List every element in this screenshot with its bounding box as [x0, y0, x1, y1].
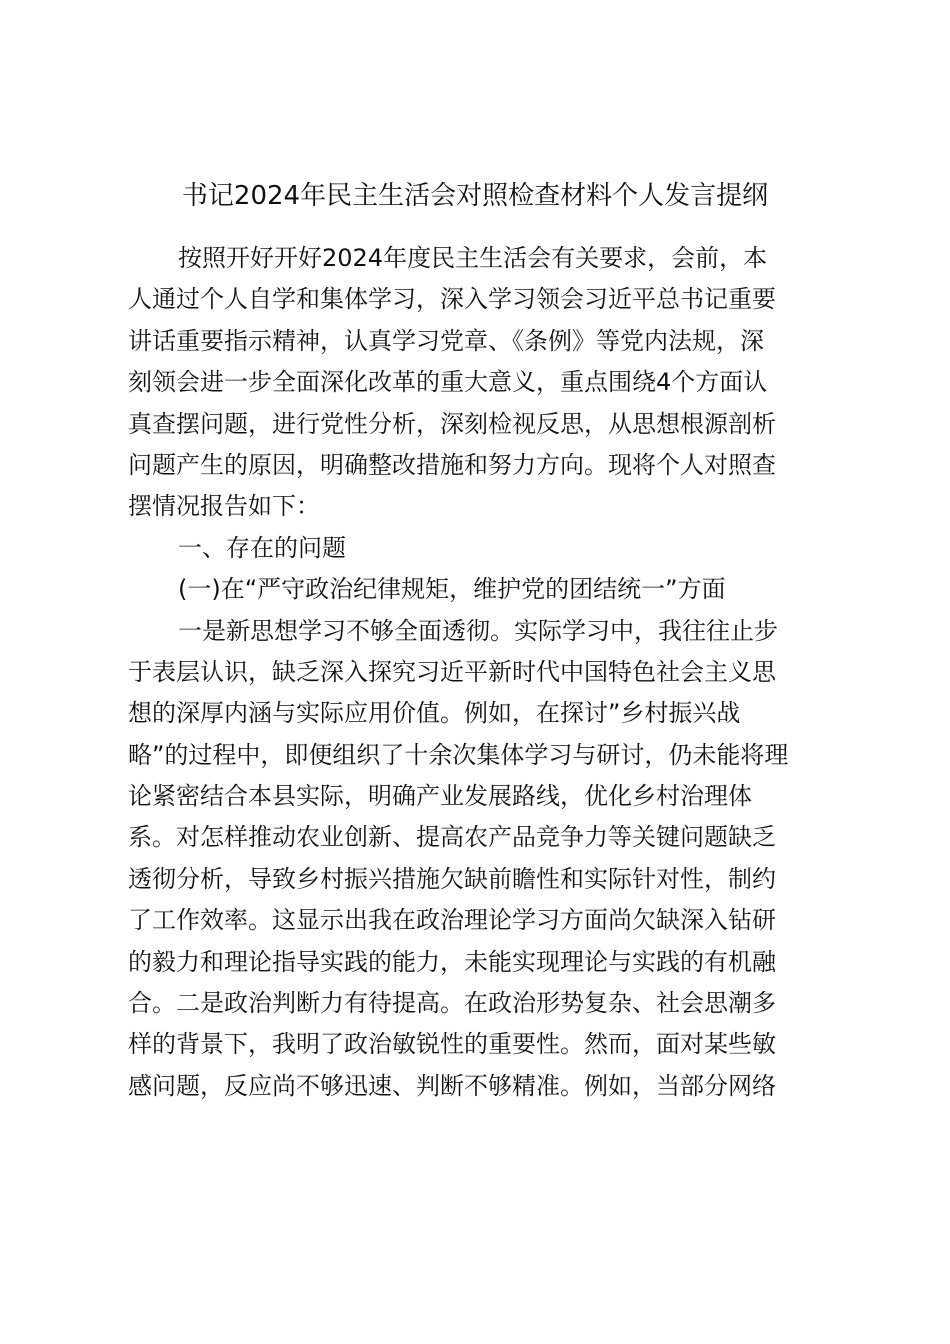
paragraph-line: 感问题，反应尚不够迅速、判断不够精准。例如，当部分网络: [128, 1071, 776, 1100]
subsection-heading: (一)在“严守政治纪律规矩，维护党的团结统一”方面: [178, 575, 726, 604]
paragraph-line: 一是新思想学习不够全面透彻。实际学习中，我往往止步: [178, 616, 778, 645]
paragraph-line: 摆情况报告如下：: [128, 492, 320, 521]
paragraph-line: 了工作效率。这显示出我在政治理论学习方面尚欠缺深入钻研: [128, 906, 776, 935]
paragraph-line: 系。对怎样推动农业创新、提高农产品竞争力等关键问题缺乏: [128, 823, 776, 852]
paragraph-line: 论紧密结合本县实际，明确产业发展路线，优化乡村治理体: [128, 782, 752, 811]
paragraph-line: 透彻分析，导致乡村振兴措施欠缺前瞻性和实际针对性，制约: [128, 864, 776, 893]
paragraph-line: 讲话重要指示精神，认真学习党章、《条例》等党内法规，深: [128, 326, 764, 355]
paragraph-line: 刻领会进一步全面深化改革的重大意义，重点围绕4个方面认: [128, 368, 768, 397]
document-title: 书记2024年民主生活会对照检查材料个人发言提纲: [181, 181, 769, 211]
paragraph-line: 的毅力和理论指导实践的能力，未能实现理论与实践的有机融: [128, 947, 776, 976]
paragraph-line: 样的背景下，我明了政治敏锐性的重要性。然而，面对某些敏: [128, 1030, 776, 1059]
document-body: [128, 238, 828, 1107]
paragraph-line: 按照开好开好2024年度民主生活会有关要求，会前，本: [178, 244, 768, 272]
paragraph-line: 略”的过程中，即便组织了十余次集体学习与研讨，仍未能将理: [128, 740, 789, 769]
section-heading: 一、存在的问题: [178, 533, 346, 562]
paragraph-line: 人通过个人自学和集体学习，深入学习领会习近平总书记重要: [128, 285, 776, 314]
paragraph-line: 想的深厚内涵与实际应用价值。例如，在探讨”乡村振兴战: [128, 699, 741, 728]
paragraph-line: 问题产生的原因，明确整改措施和努力方向。现将个人对照查: [128, 450, 776, 479]
paragraph-line: 于表层认识，缺乏深入探究习近平新时代中国特色社会主义思: [128, 657, 776, 686]
paragraph-line: 合。二是政治判断力有待提高。在政治形势复杂、社会思潮多: [128, 989, 776, 1018]
paragraph-line: 真查摆问题，进行党性分析，深刻检视反思，从思想根源剖析: [128, 409, 776, 438]
